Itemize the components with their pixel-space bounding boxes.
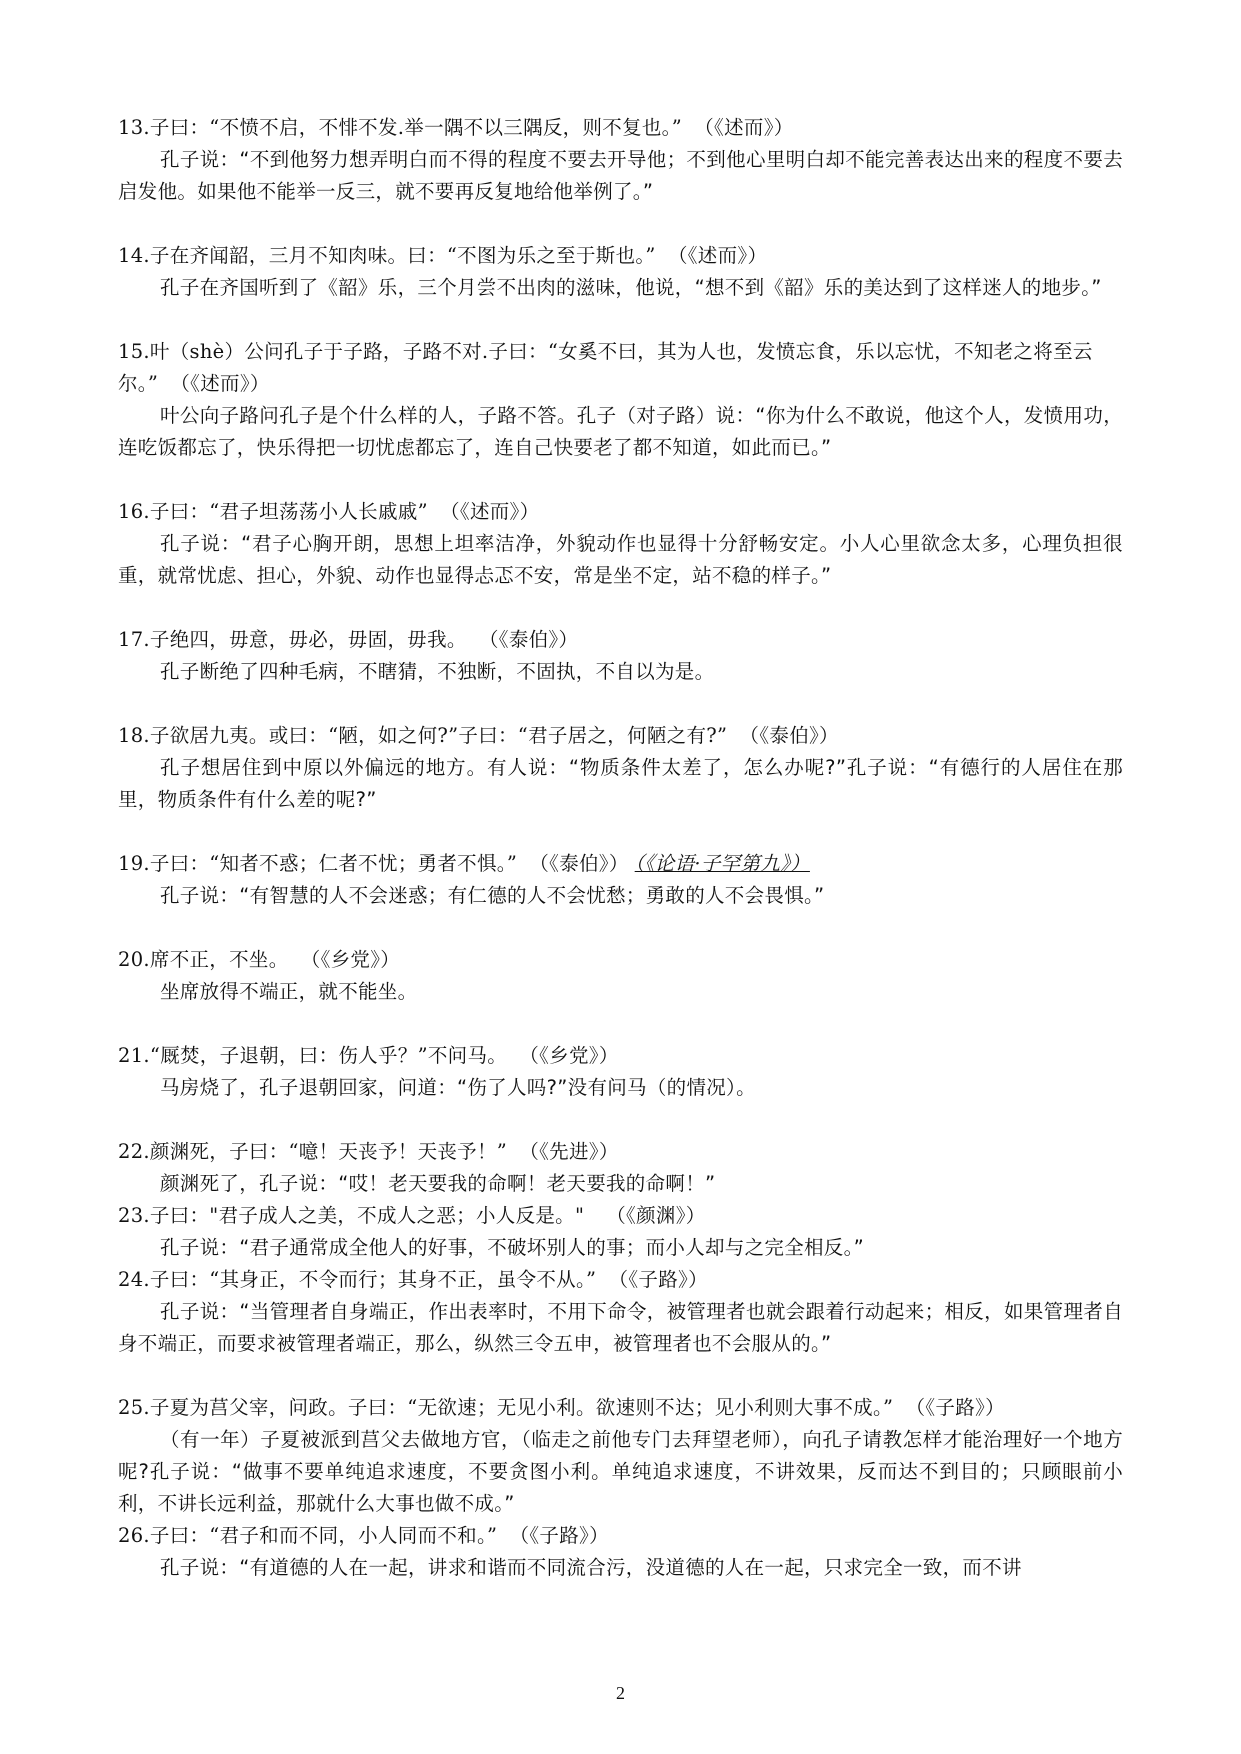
original-text <box>118 1040 1123 1072</box>
page-body <box>118 112 1123 1584</box>
quote-text: 18.子欲居九夷。或曰：“陋，如之何?”子曰：“君子居之，何陋之有?” <box>118 724 728 747</box>
quote-text: 15.叶（shè）公问孔子于子路，子路不对.子曰：“女奚不曰，其为人也，发愤忘食，乐以忘忧，不知老之将至云尔。” <box>118 340 1093 395</box>
entry <box>118 848 1123 912</box>
source-citation: （《述而》） <box>180 372 270 395</box>
source-citation: （《子路》） <box>618 1268 708 1291</box>
source-citation: （《泰伯》） <box>488 628 579 651</box>
source-citation: （《先进》） <box>529 1140 619 1163</box>
source-citation: （《述而》） <box>449 500 540 523</box>
quote-text: 17.子绝四，毋意，毋必，毋固，毋我。 <box>118 628 467 651</box>
original-text <box>118 336 1123 400</box>
translation-text: 孔子断绝了四种毛病，不瞎猜，不独断，不固执，不自以为是。 <box>160 660 715 683</box>
source-citation: （《泰伯》） <box>749 724 839 747</box>
source-citation: （《乡党》） <box>310 948 401 971</box>
original-text <box>118 1392 1123 1424</box>
entry <box>118 1200 1123 1264</box>
translation-text: 叶公向子路问孔子是个什么样的人，子路不答。孔子（对子路）说：“你为什么不敢说，他这个人，发愤用功，连吃饭都忘了，快乐得把一切忧虑都忘了，连自己快要老了都不知道，如此而已。” <box>118 404 1123 459</box>
translation-text: 孔子说：“君子心胸开朗，思想上坦率洁净，外貌动作也显得十分舒畅安定。小人心里欲念太多，心理负担很重，就常忧虑、担心，外貌、动作也显得忐忑不安，常是坐不定，站不稳的样子。” <box>118 532 1123 587</box>
entry <box>118 1392 1123 1520</box>
quote-text: 19.子曰：“知者不惑；仁者不忧；勇者不惧。” <box>118 852 518 875</box>
quote-text: 14.子在齐闻韶，三月不知肉味。曰：“不图为乐之至于斯也。” <box>118 244 656 267</box>
page-number: 2 <box>616 1683 625 1703</box>
quote-text: 21.“厩焚，子退朝，曰：伤人乎？”不问马。 <box>118 1044 508 1067</box>
original-text <box>118 944 1123 976</box>
quote-text: 22.颜渊死，子曰：“噫！天丧予！天丧予！” <box>118 1140 508 1163</box>
source-citation: （《子路》） <box>915 1396 1005 1419</box>
extra-citation: （《论语·子罕第九》） <box>634 852 810 875</box>
entry <box>118 720 1123 816</box>
original-text <box>118 1200 1123 1232</box>
translation-text: 孔子说：“不到他努力想弄明白而不得的程度不要去开导他；不到他心里明白却不能完善表达出来的程度不要去启发他。如果他不能举一反三，就不要再反复地给他举例了。” <box>118 148 1123 203</box>
source-citation: （《颜渊》） <box>606 1204 706 1227</box>
entry <box>118 944 1123 1008</box>
translation-text: 坐席放得不端正，就不能坐。 <box>160 980 418 1003</box>
source-citation: （《述而》） <box>704 116 794 139</box>
quote-text: 13.子曰：“不愤不启，不悱不发.举一隅不以三隅反，则不复也。” <box>118 116 682 139</box>
entry <box>118 496 1123 592</box>
entry <box>118 1264 1123 1360</box>
entry <box>118 1136 1123 1200</box>
translation-text: 孔子说：“有道德的人在一起，讲求和谐而不同流合污，没道德的人在一起，只求完全一致，而不讲 <box>160 1556 1022 1579</box>
translation-text: 马房烧了，孔子退朝回家，问道：“伤了人吗?”没有问马（的情况）。 <box>160 1076 756 1099</box>
entry <box>118 240 1123 304</box>
translation-text: （有一年）子夏被派到莒父去做地方官，（临走之前他专门去拜望老师），向孔子请教怎样才能治理好一个地方呢?孔子说：“做事不要单纯追求速度，不要贪图小利。单纯追求速度，不讲效果，反而达不到目的；只顾眼前小利，不讲长远利益，那就什么大事也做不成。” <box>118 1428 1123 1515</box>
original-text <box>118 720 1123 752</box>
translation-text: 孔子在齐国听到了《韶》乐，三个月尝不出肉的滋味，他说，“想不到《韶》乐的美达到了这样迷人的地步。” <box>160 276 1102 299</box>
original-text <box>118 240 1123 272</box>
quote-text: 26.子曰：“君子和而不同，小人同而不和。” <box>118 1524 498 1547</box>
quote-text: 16.子曰：“君子坦荡荡小人长戚戚” <box>118 500 428 523</box>
original-text <box>118 1136 1123 1168</box>
quote-text: 25.子夏为莒父宰，问政。子曰：“无欲速；无见小利。欲速则不达；见小利则大事不成。” <box>118 1396 894 1419</box>
original-text <box>118 624 1123 656</box>
translation-text: 孔子说：“当管理者自身端正，作出表率时，不用下命令，被管理者也就会跟着行动起来；相反，如果管理者自身不端正，而要求被管理者端正，那么，纵然三令五申，被管理者也不会服从的。” <box>118 1300 1123 1355</box>
original-text <box>118 496 1123 528</box>
quote-text: 23.子曰："君子成人之美，不成人之恶；小人反是。" <box>118 1204 585 1227</box>
original-text <box>118 1520 1123 1552</box>
translation-text: 孔子想居住到中原以外偏远的地方。有人说：“物质条件太差了，怎么办呢?”孔子说：“有德行的人居住在那里，物质条件有什么差的呢?” <box>118 756 1123 811</box>
quote-text: 20.席不正，不坐。 <box>118 948 289 971</box>
translation-text: 孔子说：“有智慧的人不会迷惑；有仁德的人不会忧愁；勇敢的人不会畏惧。” <box>160 884 825 907</box>
entry <box>118 112 1123 208</box>
original-text <box>118 112 1123 144</box>
entry <box>118 1520 1123 1584</box>
source-citation: （《子路》） <box>519 1524 609 1547</box>
original-text <box>118 1264 1123 1296</box>
entry <box>118 336 1123 464</box>
entry <box>118 1040 1123 1104</box>
quote-text: 24.子曰：“其身正，不令而行；其身不正，虽令不从。” <box>118 1268 597 1291</box>
source-citation: （《乡党》） <box>529 1044 619 1067</box>
original-text <box>118 848 1123 880</box>
source-citation: （《泰伯》） <box>539 852 629 875</box>
translation-text: 孔子说：“君子通常成全他人的好事，不破坏别人的事；而小人却与之完全相反。” <box>160 1236 865 1259</box>
translation-text: 颜渊死了，孔子说：“哎！老天要我的命啊！老天要我的命啊！” <box>160 1172 716 1195</box>
source-citation: （《述而》） <box>677 244 768 267</box>
entry <box>118 624 1123 688</box>
